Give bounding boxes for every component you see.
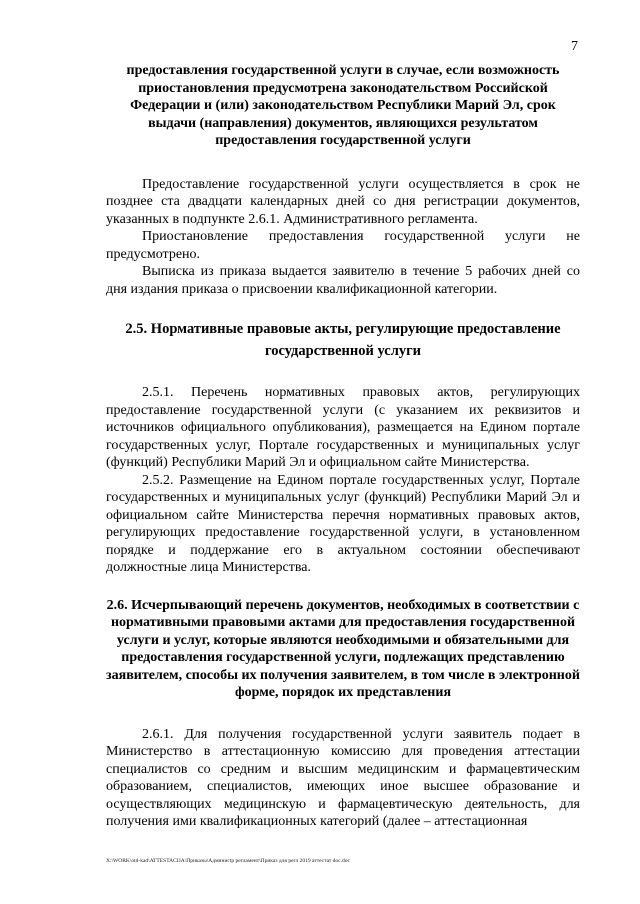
paragraph: 2.6.1. Для получения государственной услуги заявитель подает в Министерство в аттестационную комиссию для проведения аттестации специалистов со средним и высшим медицинским и фармацевтическим образованием, специалистов, имеющих иное высшее образование и осуществляющих медицинскую и фармацевтическую деятельность, для получения ими квалификационных категорий (далее – аттестационная <box>106 726 580 829</box>
paragraph: 2.5.2. Размещение на Едином портале государственных услуг, Портале государственных и муниципальных услуг (функций) Республики Марий Эл и официальном сайте Министерства перечня нормативных правовых актов, регулирующих предоставление государственной услуги, в установленном порядке и поддержание его в актуальном состоянии обеспечивают должностные лица Министерства. <box>106 472 580 575</box>
paragraph: Выписка из приказа выдается заявителю в течение 5 рабочих дней со дня издания приказа о присвоении квалификационной категории. <box>106 264 580 297</box>
section-heading-2-6: 2.6. Исчерпывающий перечень документов, необходимых в соответствии с нормативными правовыми актами для предоставления государственной услуги и услуг, которые являются необходимыми и обязательными для предоставления государственной услуги, подлежащих представлению заявителем, способы их получения заявителем, в том числе в электронной форме, порядок их представления <box>106 597 580 700</box>
section-heading-continued: предоставления государственной услуги в случае, если возможность приостановления предусмотрена законодательством Российской Федерации и (или) законодательством Республики Марий Эл, срок выдачи (направления) документов, являющихся результатом предоставления государственной услуги <box>126 63 560 148</box>
paragraph: Приостановление предоставления государственной услуги не предусмотрено. <box>106 229 580 262</box>
paragraph: 2.5.1. Перечень нормативных правовых актов, регулирующих предоставление государственной услуги (с указанием их реквизитов и источников официального опубликования), размещается на Едином портале государственных услуг, Портале государственных и муниципальных услуг (функций) Республики Марий Эл и официальном сайте Министерства. <box>106 385 580 470</box>
page-number: 7 <box>571 39 578 54</box>
paragraph: Предоставление государственной услуги осуществляется в срок не позднее ста двадцати календарных дней со дня регистрации документов, указанных в подпункте 2.6.1. Административного регламента. <box>106 176 580 227</box>
section-heading-2-5: 2.5. Нормативные правовые акты, регулирующие предоставление государственной услуги <box>125 321 561 359</box>
footer-file-path: X:\WORK\otd-kad\ATTESTACIJA\Приказы\Админисtр регламент\Приказ для регл 2019 аттестат doc.doc <box>106 858 350 864</box>
document-body <box>106 62 580 831</box>
